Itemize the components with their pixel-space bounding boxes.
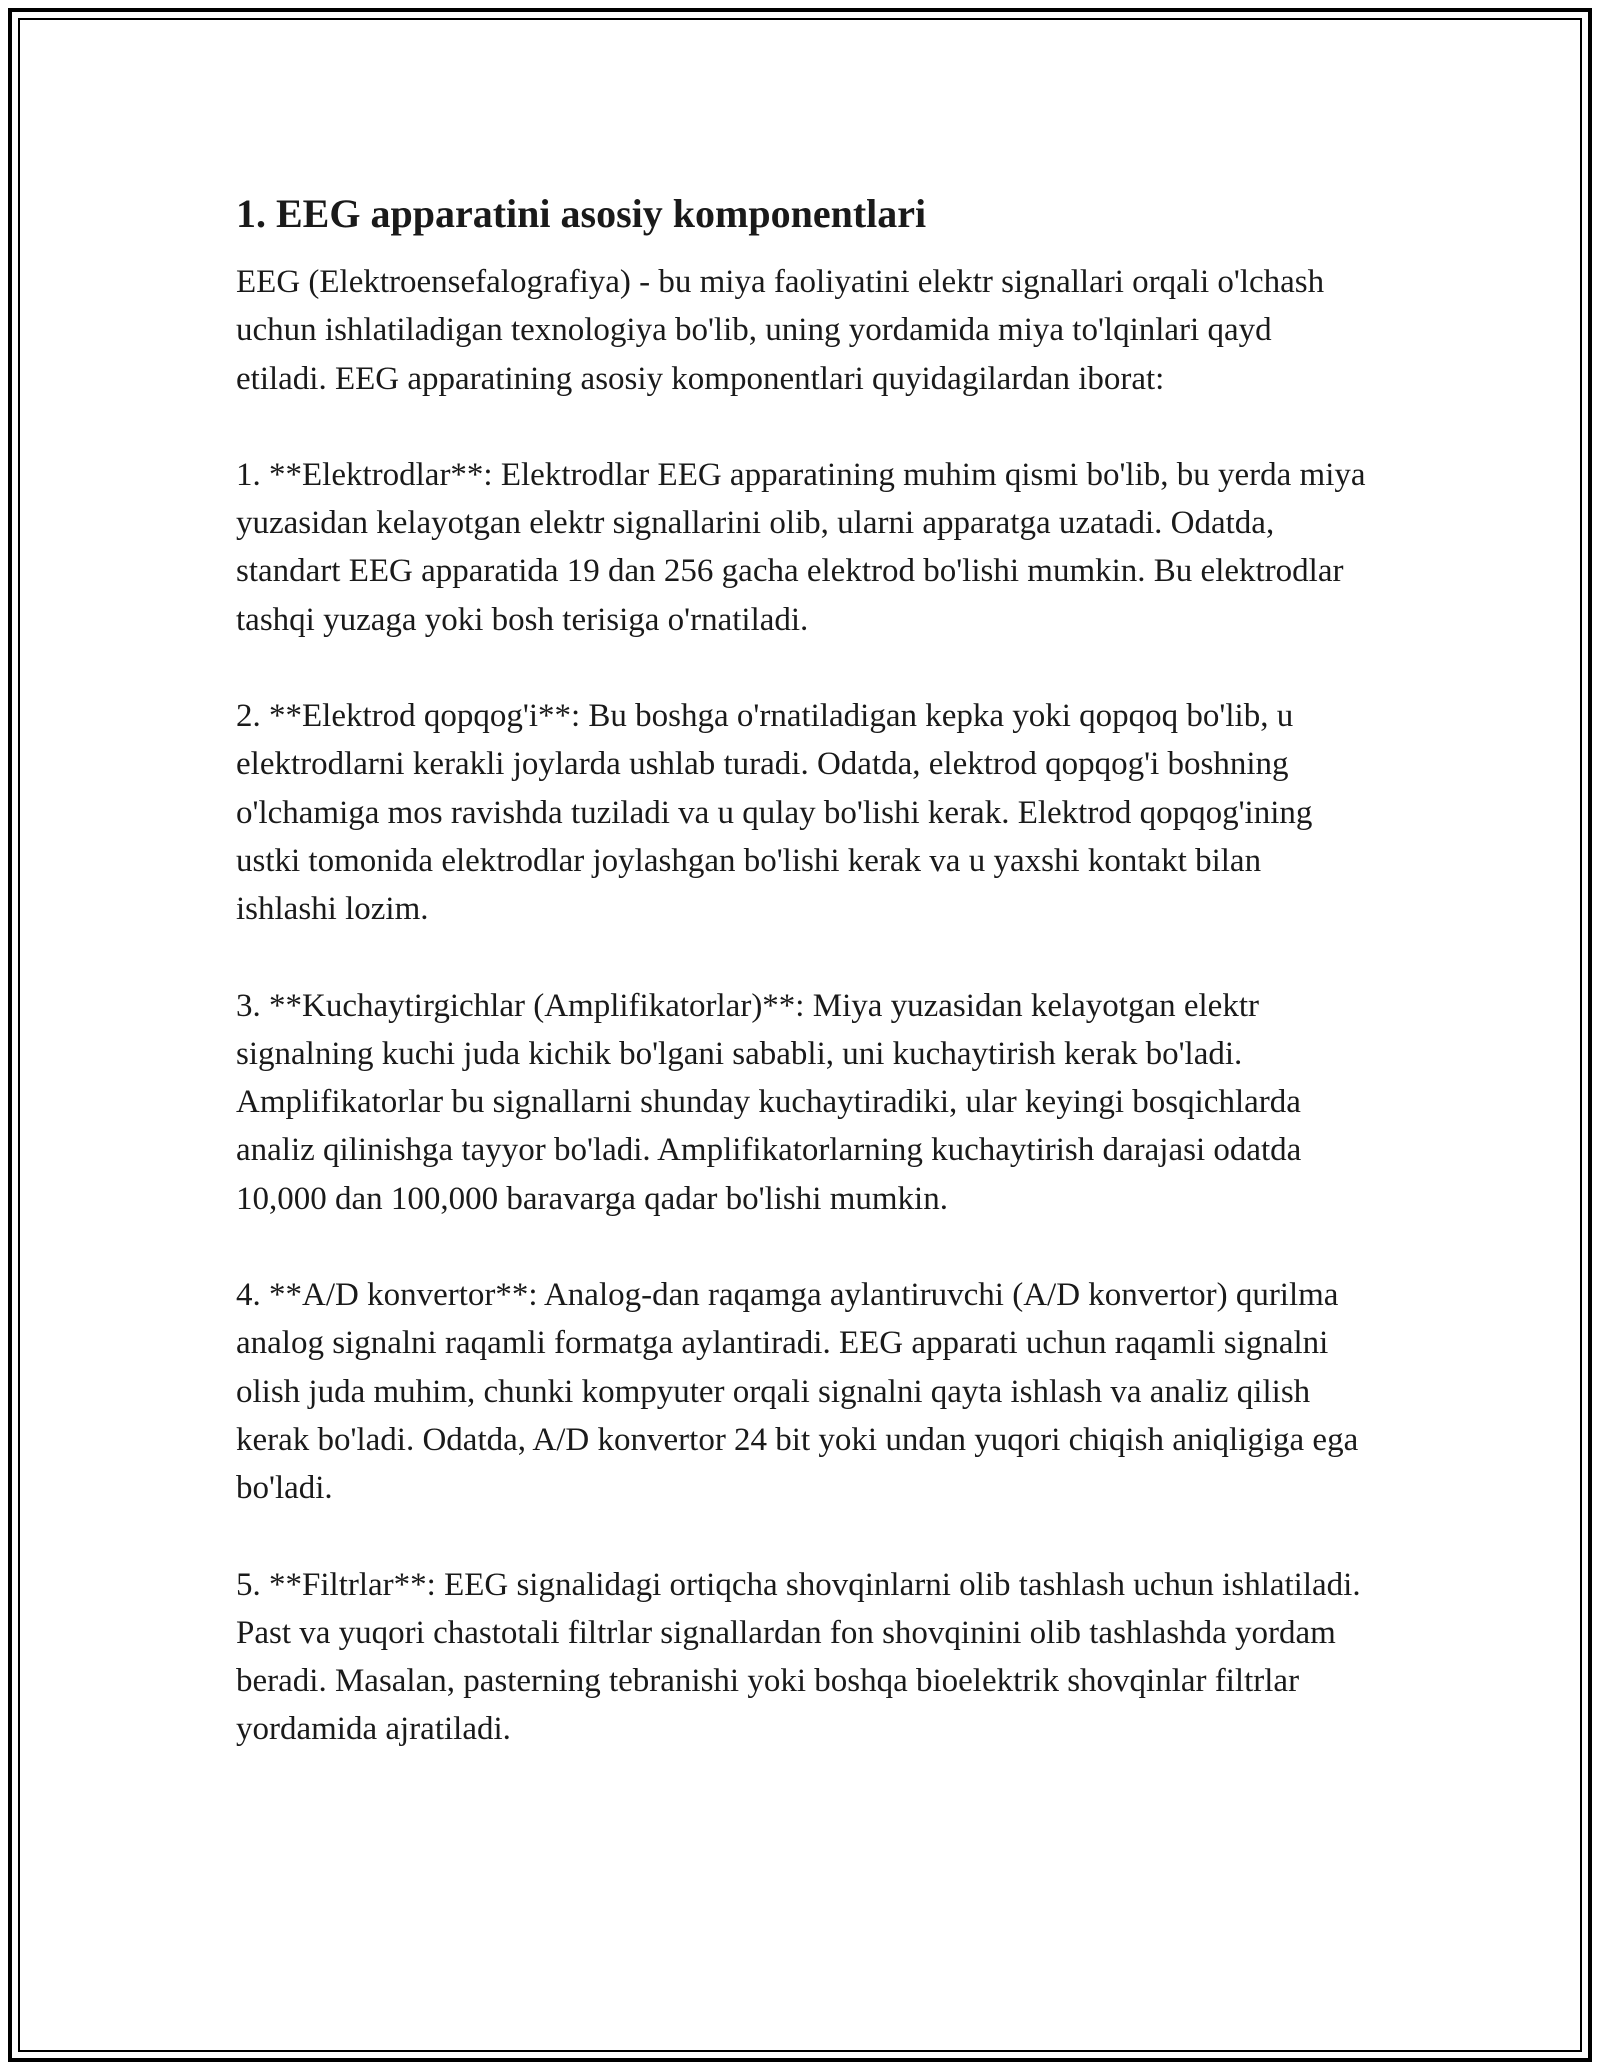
paragraph-filters: 5. **Filtrlar**: EEG signalidagi ortiqcha shovqinlarni olib tashlash uchun ishlatiladi. Past va yuqori chastotali filtrlar signallardan fon shovqinini olib tashlashda yordam beradi. Masalan, pasterning tebranishi yoki boshqa bioelektrik shovqinlar filtrlar yordamida ajratiladi. — [236, 1566, 1361, 1748]
paragraph-amplifiers: 3. **Kuchaytirgichlar (Amplifikatorlar)**: Miya yuzasidan kelayotgan elektr signalning kuchi juda kichik bo'lgani sababli, uni kuchaytirish kerak bo'ladi. Amplifikatorlar bu signallarni shunday kuchaytiradiki, ular keyingi bosqichlarda analiz qilinishga tayyor bo'ladi. Amplifikatorlarning kuchaytirish darajasi odatda 10,000 dan 100,000 baravarga qadar bo'lishi mumkin. — [236, 987, 1302, 1217]
document-title: 1. EEG apparatini asosiy komponentlari — [236, 191, 927, 236]
paragraph-electrodes: 1. **Elektrodlar**: Elektrodlar EEG apparatining muhim qismi bo'lib, bu yerda miya yuzasidan kelayotgan elektr signallarini olib, ularni apparatga uzatadi. Odatda, standart EEG apparatida 19 dan 256 gacha elektrod bo'lishi mumkin. Bu elektrodlar tashqi yuzaga yoki bosh terisiga o'rnatiladi. — [236, 456, 1366, 638]
document-body — [236, 188, 1366, 1802]
paragraph-electrode-cap: 2. **Elektrod qopqog'i**: Bu boshga o'rnatiladigan kepka yoki qopqoq bo'lib, u elektrodlarni kerakli joylarda ushlab turadi. Odatda, elektrod qopqog'i boshning o'lchamiga mos ravishda tuziladi va u qulay bo'lishi kerak. Elektrod qopqog'ining ustki tomonida elektrodlar joylashgan bo'lishi kerak va u yaxshi kontakt bilan ishlashi lozim. — [236, 698, 1313, 928]
paragraph-ad-converter: 4. **A/D konvertor**: Analog-dan raqamga aylantiruvchi (A/D konvertor) qurilma analog signalni raqamli formatga aylantiradi. EEG apparati uchun raqamli signalni olish juda muhim, chunki kompyuter orqali signalni qayta ishlash va analiz qilish kerak bo'ladi. Odatda, A/D konvertor 24 bit yoki undan yuqori chiqish aniqligiga ega bo'ladi. — [236, 1277, 1359, 1507]
intro-paragraph: EEG (Elektroensefalografiya) - bu miya faoliyatini elektr signallari orqali o'lchash uchun ishlatiladigan texnologiya bo'lib, uning yordamida miya to'lqinlari qayd etiladi. EEG apparatining asosiy komponentlari quyidagilardan iborat: — [236, 264, 1325, 397]
